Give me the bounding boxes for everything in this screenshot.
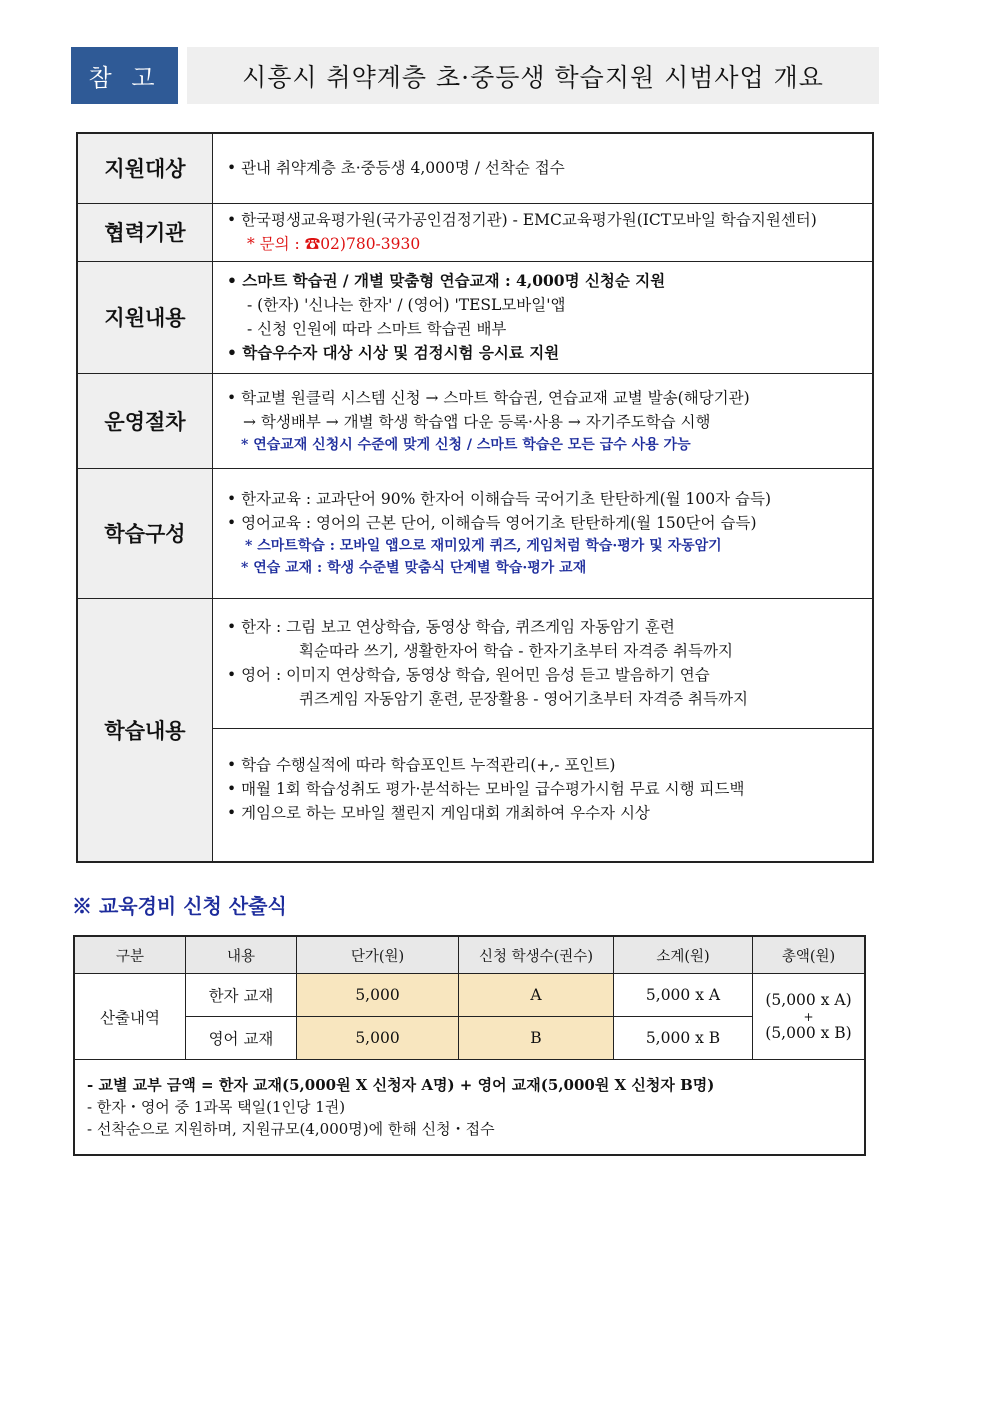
row-label: 학습구성 (77, 468, 213, 598)
table-row (77, 598, 873, 728)
content-line: • 학교별 원클릭 시스템 신청 → 스마트 학습권, 연습교재 교별 발송(해당기관) (227, 388, 750, 407)
content-line: • 게임으로 하는 모바일 챌린지 게임대회 개최하여 우수자 시상 (227, 803, 650, 822)
note-line: - 교별 교부 금액 = 한자 교재(5,000원 X 신청자 A명) + 영어 교재(5,000원 X 신청자 B명) (87, 1076, 715, 1094)
contact-note: * 문의 : ☎02)780-3930 (247, 235, 421, 253)
item-cell: 영어 교재 (186, 1017, 297, 1060)
content-line: • 스마트 학습권 / 개별 맞춤형 연습교재 : 4,000명 신청순 지원 (227, 271, 666, 290)
page-title: 시흥시 취약계층 초·중등생 학습지원 시범사업 개요 (187, 47, 879, 104)
total-line: + (803, 1009, 814, 1024)
table-row (77, 133, 873, 203)
table-row (77, 468, 873, 598)
section-title: ※ 교육경비 신청 산출식 (72, 894, 287, 918)
content-line: • 영어교육 : 영어의 근본 단어, 이해습득 영어기초 탄탄하게(월 150단어 습득) (227, 514, 757, 532)
content-line: • 매월 1회 학습성취도 평가·분석하는 모바일 급수평가시험 무료 시행 피드백 (227, 779, 745, 798)
column-header: 내용 (186, 936, 297, 974)
content-line: • 학습우수자 대상 시상 및 검정시험 응시료 지원 (227, 343, 560, 362)
row-label: 지원내용 (77, 261, 213, 373)
row-label: 학습내용 (77, 598, 213, 862)
row-content (213, 133, 874, 203)
table-header-row (74, 936, 865, 974)
content-line: 퀴즈게임 자동암기 훈련, 문장활용 - 영어기초부터 자격증 취득까지 (299, 690, 748, 708)
table-row (77, 261, 873, 373)
table-row (74, 1017, 865, 1060)
row-content (213, 203, 874, 261)
content-line: • 한자 : 그림 보고 연상학습, 동영상 학습, 퀴즈게임 자동암기 훈련 (227, 618, 675, 636)
row-label: 운영절차 (77, 373, 213, 468)
row-label: 지원대상 (77, 133, 213, 203)
note-line: * 스마트학습 : 모바일 앱으로 재미있게 퀴즈, 게임처럼 학습·평가 및 자동암기 (245, 538, 722, 554)
row-content (213, 728, 874, 862)
page-header (71, 47, 879, 104)
table-row (74, 974, 865, 1017)
subtotal-cell: 5,000 x A (614, 974, 753, 1017)
column-header: 소계(원) (614, 936, 753, 974)
content-line: • 영어 : 이미지 연상학습, 동영상 학습, 원어민 음성 듣고 발음하기 연습 (227, 666, 710, 684)
content-line: • 한국평생교육평가원(국가공인검정기관) - EMC교육평가원(ICT모바일 학습지원센터) (227, 211, 817, 229)
total-cell (753, 974, 866, 1060)
content-line: - (한자) '신나는 한자' / (영어) 'TESL모바일'앱 (247, 296, 566, 314)
note-line: - 선착순으로 지원하며, 지원규모(4,000명)에 한해 신청・접수 (87, 1120, 495, 1138)
content-line: - 신청 인원에 따라 스마트 학습권 배부 (247, 320, 507, 338)
content-line: • 관내 취약계층 초·중등생 4,000명 / 선착순 접수 (227, 159, 565, 178)
note-line: - 한자・영어 중 1과목 택일(1인당 1권) (87, 1098, 346, 1116)
reference-tag: 참 고 (71, 47, 178, 104)
table-row (77, 203, 873, 261)
column-header: 총액(원) (753, 936, 866, 974)
overview-table (76, 132, 874, 863)
notes-cell (74, 1060, 865, 1156)
total-line: (5,000 x B) (765, 1023, 852, 1042)
item-cell: 한자 교재 (186, 974, 297, 1017)
content-line: 획순따라 쓰기, 생활한자어 학습 - 한자기초부터 자격증 취득까지 (299, 642, 733, 660)
row-label: 산출내역 (74, 974, 186, 1060)
row-label: 협력기관 (77, 203, 213, 261)
content-line: • 한자교육 : 교과단어 90% 한자어 이해습득 국어기초 탄탄하게(월 100자 습득) (227, 490, 772, 508)
row-content (213, 598, 874, 728)
row-content (213, 373, 874, 468)
column-header: 단가(원) (297, 936, 459, 974)
row-content (213, 468, 874, 598)
column-header: 신청 학생수(권수) (459, 936, 614, 974)
count-cell: B (459, 1017, 614, 1060)
content-line: → 학생배부 → 개별 학생 학습앱 다운 등록·사용 → 자기주도학습 시행 (243, 412, 711, 431)
row-content (213, 261, 874, 373)
cost-table (73, 935, 866, 1156)
subtotal-cell: 5,000 x B (614, 1017, 753, 1060)
table-row (77, 373, 873, 468)
price-cell: 5,000 (297, 974, 459, 1017)
count-cell: A (459, 974, 614, 1017)
note-line: * 연습 교재 : 학생 수준별 맞춤식 단계별 학습·평가 교재 (241, 560, 587, 576)
price-cell: 5,000 (297, 1017, 459, 1060)
notes-row (74, 1060, 865, 1156)
content-line: • 학습 수행실적에 따라 학습포인트 누적관리(+,- 포인트) (227, 755, 616, 774)
note-line: * 연습교재 신청시 수준에 맞게 신청 / 스마트 학습은 모든 급수 사용 가능 (241, 436, 691, 453)
column-header: 구분 (74, 936, 186, 974)
total-line: (5,000 x A) (765, 990, 852, 1009)
